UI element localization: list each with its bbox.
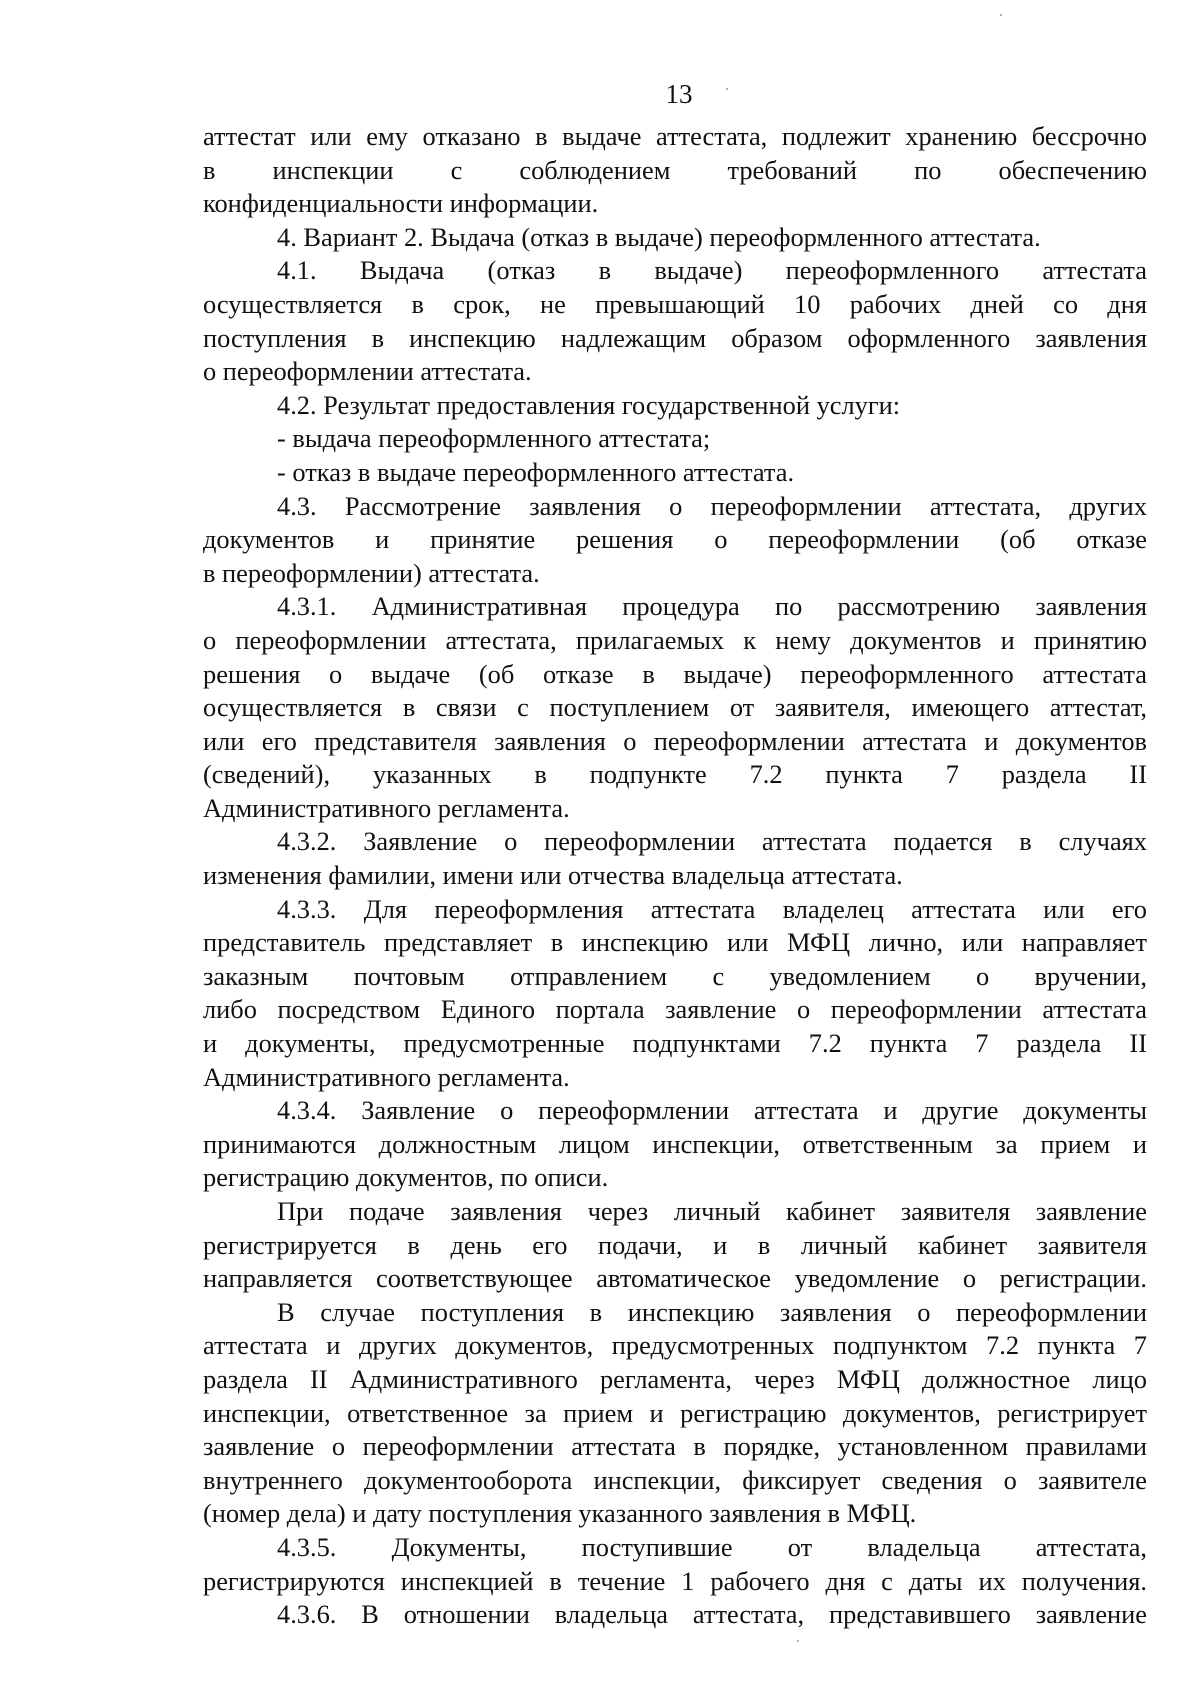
- text-line: и документы, предусмотренные подпунктами 7.2 пункта 7 раздела II: [203, 1028, 1147, 1059]
- text-line: заявление о переоформлении аттестата в порядке, установленном правилами: [203, 1431, 1147, 1462]
- text-line: 4.3.2. Заявление о переоформлении аттестата подается в случаях: [277, 826, 1147, 857]
- text-line: 4.3.5. Документы, поступившие от владельца аттестата,: [277, 1531, 1147, 1562]
- text-line: (номер дела) и дату поступления указанного заявления в МФЦ.: [203, 1498, 917, 1529]
- text-line: решения о выдаче (об отказе в выдаче) переоформленного аттестата: [203, 658, 1147, 689]
- text-line: 4.3.1. Административная процедура по рассмотрению заявления: [277, 591, 1147, 622]
- text-line: аттестата и других документов, предусмотренных подпунктом 7.2 пункта 7: [203, 1330, 1147, 1361]
- text-line: принимаются должностным лицом инспекции, ответственным за прием и: [203, 1128, 1147, 1159]
- text-line: Административного регламента.: [203, 1061, 570, 1092]
- scan-speck: [797, 1640, 799, 1642]
- text-line: 4.3.6. В отношении владельца аттестата, представившего заявление: [277, 1599, 1147, 1630]
- text-line: заказным почтовым отправлением с уведомлением о вручении,: [203, 960, 1147, 991]
- text-line: 4.3.4. Заявление о переоформлении аттестата и другие документы: [277, 1095, 1147, 1126]
- text-line: изменения фамилии, имени или отчества владельца аттестата.: [203, 860, 903, 891]
- text-line: При подаче заявления через личный кабинет заявителя заявление: [277, 1196, 1147, 1226]
- text-line: поступления в инспекцию надлежащим образом оформленного заявления: [203, 322, 1147, 353]
- text-line: - отказ в выдаче переоформленного аттестата.: [277, 456, 795, 487]
- text-line: конфиденциальности информации.: [203, 188, 599, 219]
- text-line: регистрируется в день его подачи, и в личный кабинет заявителя: [203, 1229, 1147, 1260]
- text-line: осуществляется в связи с поступлением от заявителя, имеющего аттестат,: [203, 692, 1147, 723]
- page-number: 13: [665, 79, 693, 109]
- text-line: регистрируются инспекцией в течение 1 рабочего дня с даты их получения.: [203, 1565, 1147, 1596]
- text-line: документов и принятие решения о переоформлении (об отказе: [203, 524, 1147, 555]
- text-line: регистрацию документов, по описи.: [203, 1162, 609, 1193]
- text-line: - выдача переоформленного аттестата;: [277, 423, 711, 454]
- text-line: 4.1. Выдача (отказ в выдаче) переоформленного аттестата: [277, 255, 1147, 286]
- text-line: 4.3.3. Для переоформления аттестата владелец аттестата или его: [277, 893, 1147, 924]
- text-line: (сведений), указанных в подпункте 7.2 пункта 7 раздела II: [203, 759, 1147, 790]
- text-line: В случае поступления в инспекцию заявления о переоформлении: [277, 1296, 1147, 1327]
- text-line: в инспекции с соблюдением требований по обеспечению: [203, 154, 1147, 185]
- text-line: или его представителя заявления о переоформлении аттестата и документов: [203, 725, 1147, 756]
- text-line: 4.3. Рассмотрение заявления о переоформлении аттестата, других: [277, 490, 1147, 521]
- text-line: представитель представляет в инспекцию или МФЦ лично, или направляет: [203, 927, 1147, 958]
- text-line: в переоформлении) аттестата.: [203, 557, 540, 588]
- text-line: осуществляется в срок, не превышающий 10 рабочих дней со дня: [203, 288, 1147, 319]
- scan-speck: [726, 88, 728, 90]
- text-line: направляется соответствующее автоматическое уведомление о регистрации.: [203, 1263, 1147, 1294]
- text-line: инспекции, ответственное за прием и регистрацию документов, регистрирует: [203, 1397, 1147, 1428]
- text-line: Административного регламента.: [203, 792, 570, 823]
- text-line: либо посредством Единого портала заявление о переоформлении аттестата: [203, 994, 1147, 1025]
- text-line: 4. Вариант 2. Выдача (отказ в выдаче) переоформленного аттестата.: [277, 221, 1041, 252]
- text-line: внутреннего документооборота инспекции, фиксирует сведения о заявителе: [203, 1464, 1147, 1495]
- text-line: раздела II Административного регламента, через МФЦ должностное лицо: [203, 1363, 1147, 1394]
- text-line: о переоформлении аттестата.: [203, 356, 532, 387]
- text-line: аттестат или ему отказано в выдаче аттестата, подлежит хранению бессрочно: [203, 121, 1147, 151]
- scan-speck: [1000, 14, 1002, 16]
- text-line: о переоформлении аттестата, прилагаемых к нему документов и принятию: [203, 624, 1147, 655]
- text-line: 4.2. Результат предоставления государственной услуги:: [277, 389, 901, 420]
- document-body: [203, 120, 1147, 1632]
